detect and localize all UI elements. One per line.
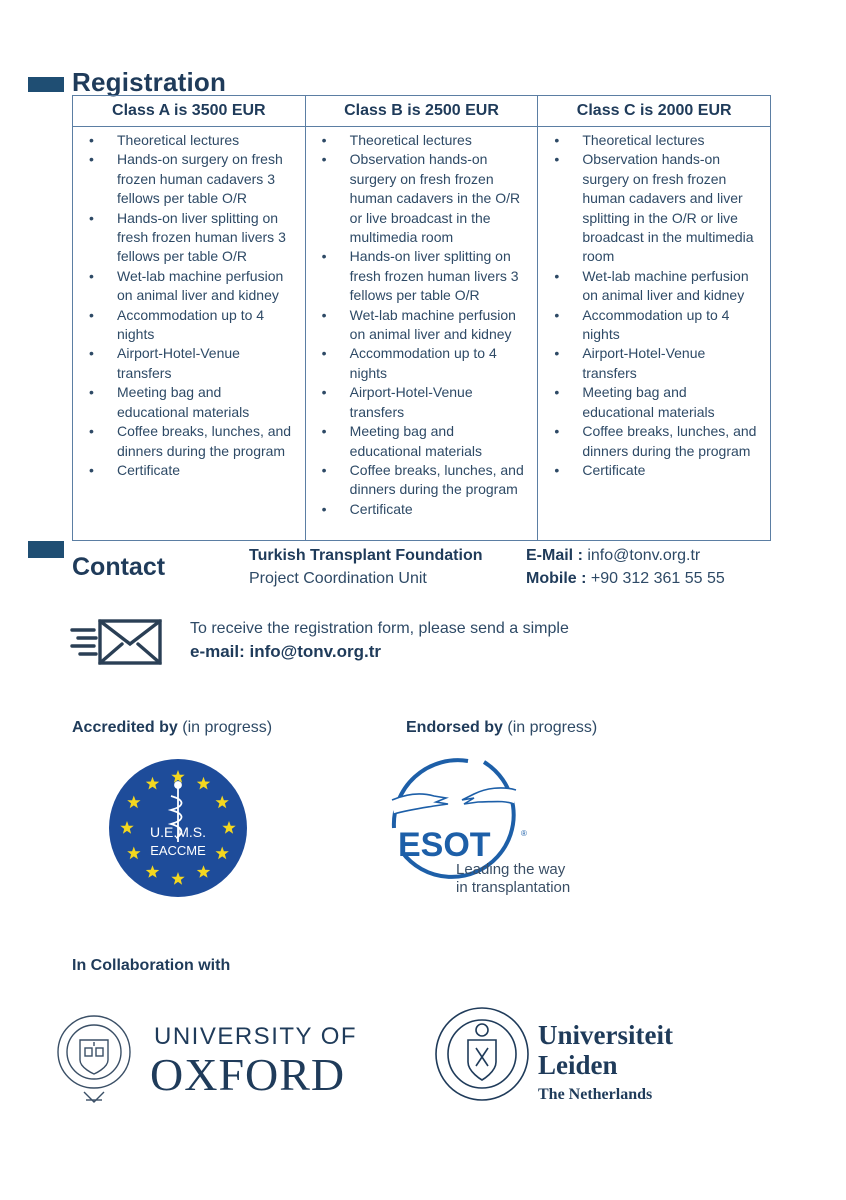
list-item: • Airport-Hotel-Venue transfers — [320, 383, 528, 422]
accredited-status: (in progress) — [182, 719, 273, 736]
oxford-line-2: OXFORD — [150, 1049, 346, 1100]
registered-mark-icon: ® — [521, 829, 527, 838]
list-item: • Airport-Hotel-Venue transfers — [552, 344, 760, 383]
registration-form-email[interactable]: e-mail: info@tonv.org.tr — [190, 642, 381, 661]
leiden-line-2: Leiden — [538, 1050, 618, 1080]
contact-email-line — [526, 547, 700, 565]
list-item: • Wet-lab machine perfusion on animal liver and kidney — [87, 267, 295, 306]
list-item: • Accommodation up to 4 nights — [320, 344, 528, 383]
endorsed-status: (in progress) — [507, 719, 598, 736]
class-b-header: Class B is 2500 EUR — [305, 96, 538, 126]
endorsed-label: Endorsed by — [406, 719, 503, 736]
list-item: • Observation hands-on surgery on fresh frozen human cadavers and liver splitting in the O/R or live broadcast in the multimedia room — [552, 150, 760, 266]
registration-table-header — [73, 96, 770, 127]
endorsed-by — [406, 719, 597, 737]
email-label: E-Mail : — [526, 547, 583, 564]
list-item: • Theoretical lectures — [320, 131, 528, 150]
list-item: • Observation hands-on surgery on fresh frozen human cadavers in the O/R or live broadcast in the multimedia room — [320, 150, 528, 247]
class-c-list — [552, 131, 760, 480]
leiden-line-3: The Netherlands — [538, 1086, 653, 1103]
list-item: • Coffee breaks, lunches, and dinners during the program — [552, 422, 760, 461]
list-item: • Theoretical lectures — [87, 131, 295, 150]
list-item: • Hands-on liver splitting on fresh frozen human livers 3 fellows per table O/R — [320, 247, 528, 305]
esot-wordmark: ESOT — [398, 826, 491, 864]
list-item: • Hands-on liver splitting on fresh frozen human livers 3 fellows per table O/R — [87, 209, 295, 267]
email-link[interactable]: info@tonv.org.tr — [587, 547, 701, 564]
esot-logo — [388, 756, 598, 902]
class-a-header: Class A is 3500 EUR — [112, 102, 266, 119]
leiden-line-1: Universiteit — [538, 1020, 673, 1050]
class-c-header: Class C is 2000 EUR — [537, 96, 770, 126]
registration-form-note: To receive the registration form, please send a simple — [190, 620, 569, 637]
eaccme-text: EACCME — [150, 843, 206, 858]
accredited-by — [72, 719, 272, 737]
mobile-number[interactable]: +90 312 361 55 55 — [590, 570, 725, 587]
contact-title: Contact — [72, 553, 166, 581]
oxford-crest-icon — [58, 1016, 130, 1102]
class-b-list — [320, 131, 528, 519]
accredited-label: Accredited by — [72, 719, 178, 736]
collaboration-label: In Collaboration with — [72, 957, 231, 974]
list-item: • Wet-lab machine perfusion on animal liver and kidney — [320, 306, 528, 345]
list-item: • Meeting bag and educational materials — [87, 383, 295, 422]
list-item: • Wet-lab machine perfusion on animal liver and kidney — [552, 267, 760, 306]
list-item: • Certificate — [552, 461, 760, 480]
class-a-column — [73, 127, 305, 540]
contact-section-bar — [28, 541, 64, 558]
hands-icon — [392, 788, 516, 814]
class-c-column — [537, 127, 770, 540]
list-item: • Accommodation up to 4 nights — [87, 306, 295, 345]
uems-eaccme-logo — [108, 758, 248, 898]
list-item: • Hands-on surgery on fresh frozen human cadavers 3 fellows per table O/R — [87, 150, 295, 208]
list-item: • Theoretical lectures — [552, 131, 760, 150]
class-a-list — [87, 131, 295, 480]
universiteit-leiden-logo — [434, 1000, 694, 1110]
list-item: • Coffee breaks, lunches, and dinners during the program — [320, 461, 528, 500]
uems-text: U.E.M.S. — [149, 824, 207, 840]
list-item: • Meeting bag and educational materials — [552, 383, 760, 422]
oxford-line-1: UNIVERSITY OF — [154, 1023, 358, 1050]
registration-table — [72, 95, 771, 541]
envelope-icon — [70, 618, 164, 666]
list-item: • Accommodation up to 4 nights — [552, 306, 760, 345]
esot-tagline-line-2: in transplantation — [456, 879, 571, 896]
organization-name: Turkish Transplant Foundation — [249, 547, 483, 564]
list-item: • Meeting bag and educational materials — [320, 422, 528, 461]
esot-tagline-line-1: Leading the way — [456, 861, 566, 878]
university-of-oxford-logo — [56, 1008, 386, 1110]
organization-unit: Project Coordination Unit — [249, 570, 427, 587]
list-item: • Certificate — [87, 461, 295, 480]
list-item: • Coffee breaks, lunches, and dinners during the program — [87, 422, 295, 461]
contact-mobile-line — [526, 570, 725, 588]
list-item: • Certificate — [320, 500, 528, 519]
mobile-label: Mobile : — [526, 570, 587, 587]
registration-section-bar — [28, 77, 64, 92]
registration-title: Registration — [72, 67, 227, 97]
list-item: • Airport-Hotel-Venue transfers — [87, 344, 295, 383]
class-b-column — [305, 127, 538, 540]
leiden-seal-icon — [436, 1008, 528, 1100]
